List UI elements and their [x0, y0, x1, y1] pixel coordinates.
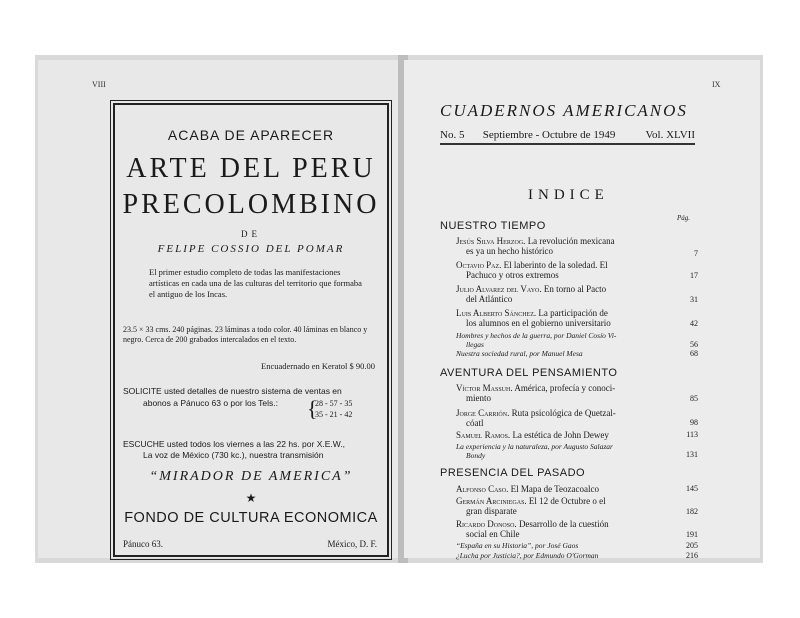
toc-page: 216 [686, 551, 698, 560]
toc-entry: Germán Arciniegas. El 12 de Octubre o el gran disparate [456, 496, 606, 516]
book-description: El primer estudio completo de todas las manifestaciones artísticas en cada una de las culturas del territorio que formaba el antiguo de los Incas. [149, 267, 362, 299]
phone-2: 35 - 21 - 42 [315, 410, 353, 419]
star-icon: ★ [245, 491, 257, 505]
brace-glyph: { [307, 396, 318, 421]
issue-date: Septiembre - Octubre de 1949 [482, 129, 616, 141]
phone-1: 28 - 57 - 35 [315, 399, 353, 408]
toc-page: 68 [690, 349, 698, 358]
book-author: FELIPE COSSIO DEL POMAR [157, 243, 345, 255]
toc-page: 131 [686, 450, 698, 459]
toc-page: 191 [686, 530, 698, 539]
toc-page: 7 [694, 249, 698, 258]
by-label: DE [241, 229, 261, 239]
toc-entry: Ricardo Donoso. Desarrollo de la cuestión social en Chile [456, 519, 609, 539]
issue-line [440, 129, 695, 145]
toc-page: 85 [690, 394, 698, 403]
book-advertisement [113, 103, 389, 557]
toc-entry: Jesús Silva Herzog. La revolución mexicana es ya un hecho histórico [456, 236, 615, 256]
toc-entry: “España en su Historia”, por José Gaos [456, 541, 579, 550]
index-heading: INDICE [528, 187, 609, 203]
toc-entry: Octavio Paz. El laberinto de la soledad. El Pachuco y otros extremos [456, 260, 608, 280]
journal-title: CUADERNOS AMERICANOS [440, 101, 688, 120]
book-title-line1: ARTE DEL PERU [126, 153, 376, 184]
toc-entry: Luis Alberto Sánchez. La participación de los alumnos en el gobierno universitario [456, 308, 611, 328]
issue-number: No. 5 [440, 129, 465, 141]
section-title: NUESTRO TIEMPO [440, 220, 546, 232]
toc-entry: Alfonso Caso. El Mapa de Teozacoalco [456, 484, 600, 494]
radio-info [123, 439, 383, 461]
toc-entry: ¿Lucha por Justicia?, por Edmundo O'Gorman [456, 551, 599, 560]
toc-entry: Julio Alvarez del Vayo. En torno al Pacto del Atlántico [456, 284, 607, 304]
toc-entry: Nuestra sociedad rural, por Manuel Mesa [456, 349, 583, 358]
toc-entry: Víctor Massuh. América, profecía y conoci- miento [456, 383, 616, 403]
section-title: PRESENCIA DEL PASADO [440, 467, 586, 479]
radio-info-line1: ESCUCHE usted todos los viernes a las 22 hs. por X.E.W., [123, 439, 346, 449]
left-page-number: VIII [92, 80, 106, 89]
toc-page: 31 [690, 295, 698, 304]
ad-headline: ACABA DE APARECER [167, 127, 335, 143]
toc-page: 98 [690, 418, 698, 427]
sales-info-line1: SOLICITE usted detalles de nuestro sistema de ventas en [123, 386, 342, 396]
toc-page: 17 [690, 271, 698, 280]
toc-entry: La experiencia y la naturaleza, por Augusto Salazar Bondy [456, 442, 613, 460]
toc-page: 42 [690, 319, 698, 328]
publisher-address: Pánuco 63. [123, 539, 163, 549]
publisher-name: FONDO DE CULTURA ECONOMICA [124, 510, 378, 526]
toc-page: 145 [686, 484, 698, 493]
toc-entry: Hombres y hechos de la guerra, por Daniel Cosío Vi- llegas [456, 331, 617, 349]
toc-entry: Jorge Carrión. Ruta psicológica de Quetzal- cóatl [456, 408, 616, 428]
toc-page: 56 [690, 340, 698, 349]
book-price: Encuadernado en Keratol $ 90.00 [261, 361, 375, 371]
section-title: AVENTURA DEL PENSAMIENTO [440, 367, 618, 379]
toc-page: 113 [686, 430, 698, 439]
book-title-line2: PRECOLOMBINO [122, 189, 380, 220]
right-page-number: IX [712, 80, 721, 89]
issue-volume: Vol. XLVII [645, 129, 696, 141]
toc-page: 182 [686, 507, 698, 516]
toc-entry: Samuel Ramos. La estética de John Dewey [456, 430, 609, 440]
radio-program: “MIRADOR DE AMERICA” [149, 469, 353, 484]
pages-column-label: Pág. [677, 214, 691, 222]
sales-info-line2: abonos a Pánuco 63 o por los Tels.: [143, 398, 278, 408]
radio-info-line2: La voz de México (730 kc.), nuestra transmisión [143, 450, 324, 460]
book-specs: 23.5 × 33 cms. 240 páginas. 23 láminas a todo color. 40 láminas en blanco y negro. Cerca de 200 grabados intercalados en el texto. [123, 325, 368, 344]
toc-page: 205 [686, 541, 698, 550]
publisher-city: México, D. F. [327, 539, 377, 549]
phone-numbers [307, 396, 353, 421]
